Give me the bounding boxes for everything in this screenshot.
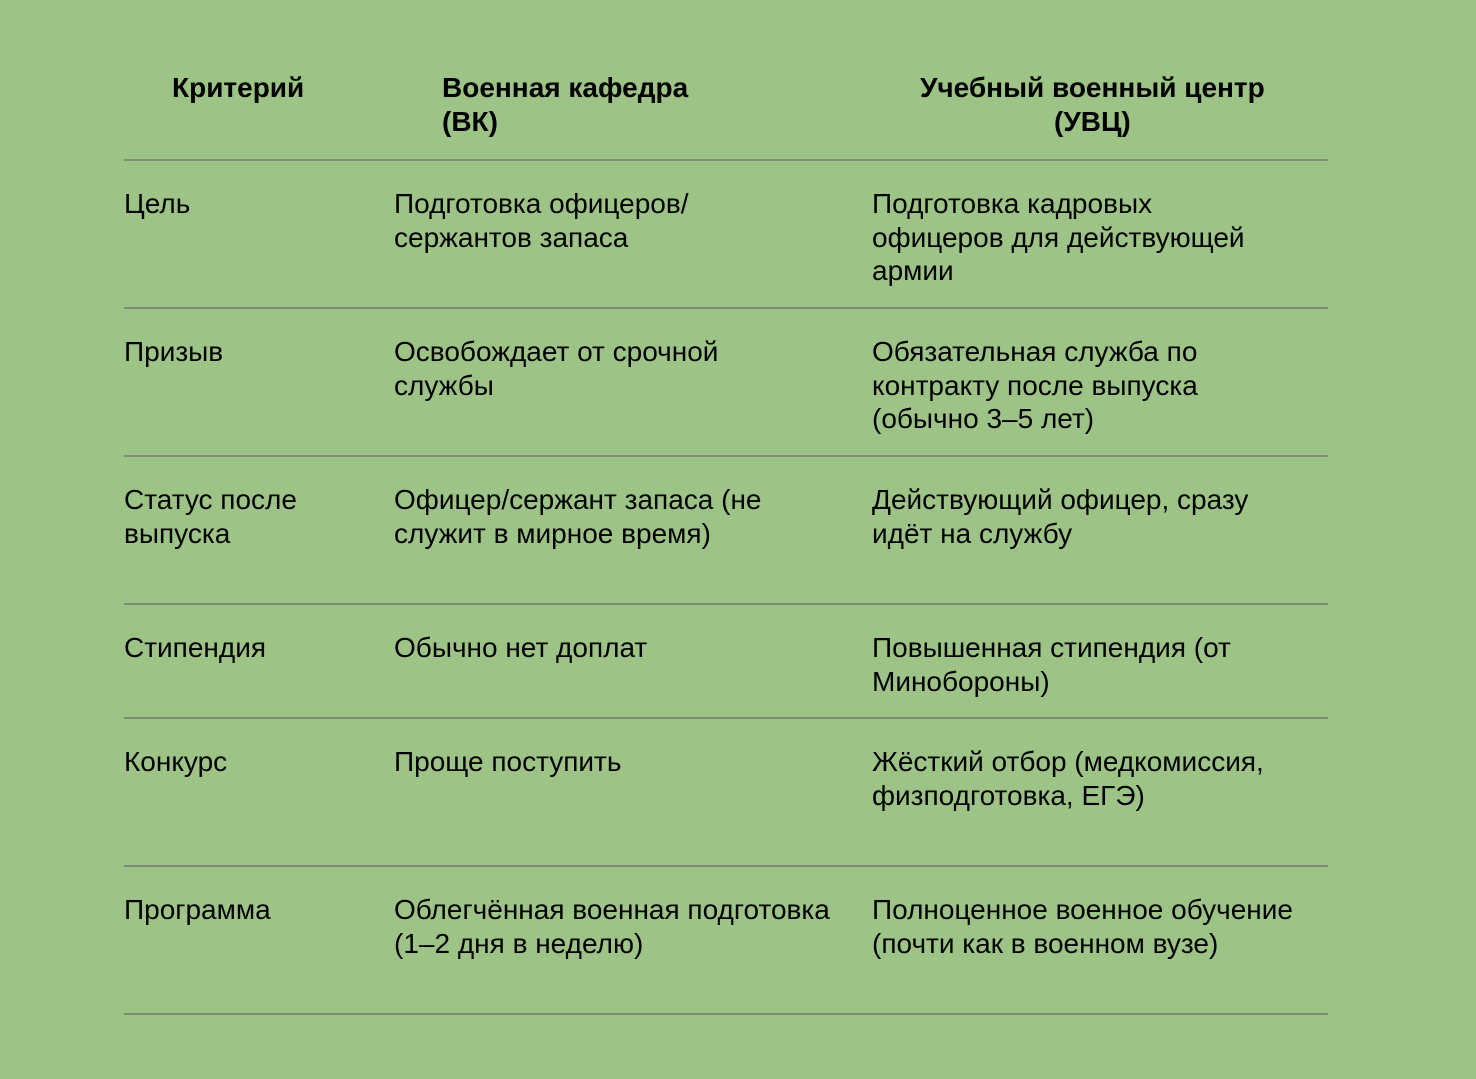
table-row <box>124 457 1328 605</box>
row-criterion: Стипендия <box>124 632 267 663</box>
row-vk: Освобождает от срочной службы <box>394 336 719 401</box>
table-row <box>124 867 1328 1015</box>
row-vk: Проще поступить <box>394 746 622 777</box>
table-row <box>124 309 1328 457</box>
header-vk: Военная кафедра (ВК) <box>442 72 689 137</box>
row-vk: Облегчённая военная подготовка (1–2 дня в неделю) <box>394 894 830 959</box>
header-uvc: Учебный военный центр (УВЦ) <box>920 72 1265 137</box>
row-vk: Обычно нет доплат <box>394 632 648 663</box>
row-criterion: Программа <box>124 894 271 925</box>
row-uvc: Полноценное военное обучение (почти как в военном вузе) <box>872 894 1293 959</box>
row-uvc: Обязательная служба по контракту после выпуска (обычно 3–5 лет) <box>872 336 1198 434</box>
table-header <box>124 70 1328 161</box>
table-row <box>124 161 1328 309</box>
row-criterion: Призыв <box>124 336 224 367</box>
row-uvc: Повышенная стипендия (от Минобороны) <box>872 632 1231 697</box>
row-criterion: Конкурс <box>124 746 228 777</box>
row-uvc: Действующий офицер, сразу идёт на службу <box>872 484 1249 549</box>
header-criterion: Критерий <box>172 72 305 103</box>
row-criterion: Статус после выпуска <box>124 484 297 549</box>
row-criterion: Цель <box>124 188 191 219</box>
row-vk: Офицер/сержант запаса (не служит в мирное время) <box>394 484 762 549</box>
table-row <box>124 719 1328 867</box>
row-uvc: Жёсткий отбор (медкомиссия, физподготовка, ЕГЭ) <box>872 746 1264 811</box>
row-uvc: Подготовка кадровых офицеров для действующей армии <box>872 188 1245 286</box>
comparison-table <box>124 70 1328 1015</box>
table-row <box>124 605 1328 719</box>
row-vk: Подготовка офицеров/сержантов запаса <box>394 188 689 253</box>
